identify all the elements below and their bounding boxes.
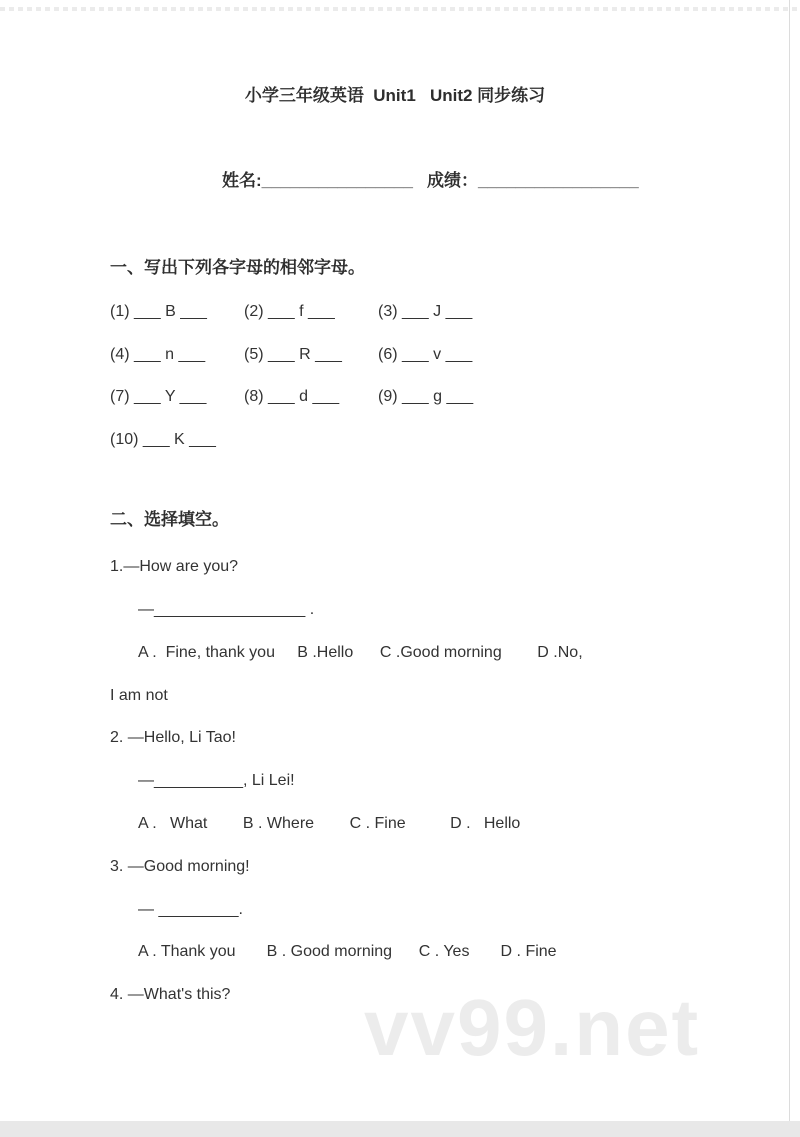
letter-item-7: (7) ___ Y ___: [110, 388, 207, 405]
worksheet-title: 小学三年级英语 Unit1 Unit2 同步练习: [244, 86, 546, 105]
letter-item-9: (9) ___ g ___: [378, 388, 474, 405]
letter-item-5: (5) ___ R ___: [244, 346, 342, 363]
letter-item-4: (4) ___ n ___: [110, 346, 206, 363]
section-two-heading: 二、选择填空。: [110, 510, 229, 529]
letter-item-1: (1) ___ B ___: [110, 303, 207, 320]
letter-item-10: (10) ___ K ___: [110, 431, 216, 448]
letter-item-8: (8) ___ d ___: [244, 388, 340, 405]
page-right-edge: [789, 0, 790, 1121]
question-2-options: A . What B . Where C . Fine D . Hello: [138, 815, 521, 832]
name-score-line: [222, 170, 639, 192]
letter-item-2: (2) ___ f ___: [244, 303, 335, 320]
watermark-text: vv99.net: [364, 983, 701, 1072]
letter-item-3: (3) ___ J ___: [378, 303, 473, 320]
question-2-prompt: 2. —Hello, Li Tao!: [110, 729, 236, 746]
score-label: 成绩：: [426, 171, 478, 190]
letters-row-3: [110, 386, 473, 408]
score-blank: _________________: [477, 171, 639, 190]
name-blank: ________________: [261, 171, 413, 190]
section-one-heading: 一、写出下列各字母的相邻字母。: [110, 258, 365, 277]
question-1-options-wrap: I am not: [110, 687, 168, 704]
question-1-prompt: 1.—How are you?: [110, 558, 239, 575]
page-bottom-edge: [0, 1121, 800, 1137]
letters-row-1: [110, 301, 472, 323]
question-3-answer-blank: — _________.: [138, 901, 243, 918]
name-label: 姓名:: [222, 171, 262, 190]
scan-texture-line: [0, 7, 800, 11]
question-4-prompt: 4. —What's this?: [110, 986, 231, 1003]
question-1-answer-blank: —_________________ .: [138, 601, 315, 618]
question-1-options: A . Fine, thank you B .Hello C .Good morning D .No,: [138, 644, 583, 661]
question-3-prompt: 3. —Good morning!: [110, 858, 250, 875]
question-3-options: A . Thank you B . Good morning C . Yes D . Fine: [138, 943, 557, 960]
letters-row-2: [110, 344, 472, 366]
question-2-answer-blank: —__________, Li Lei!: [138, 772, 295, 789]
letters-row-4: [110, 429, 216, 451]
letter-item-6: (6) ___ v ___: [378, 346, 473, 363]
